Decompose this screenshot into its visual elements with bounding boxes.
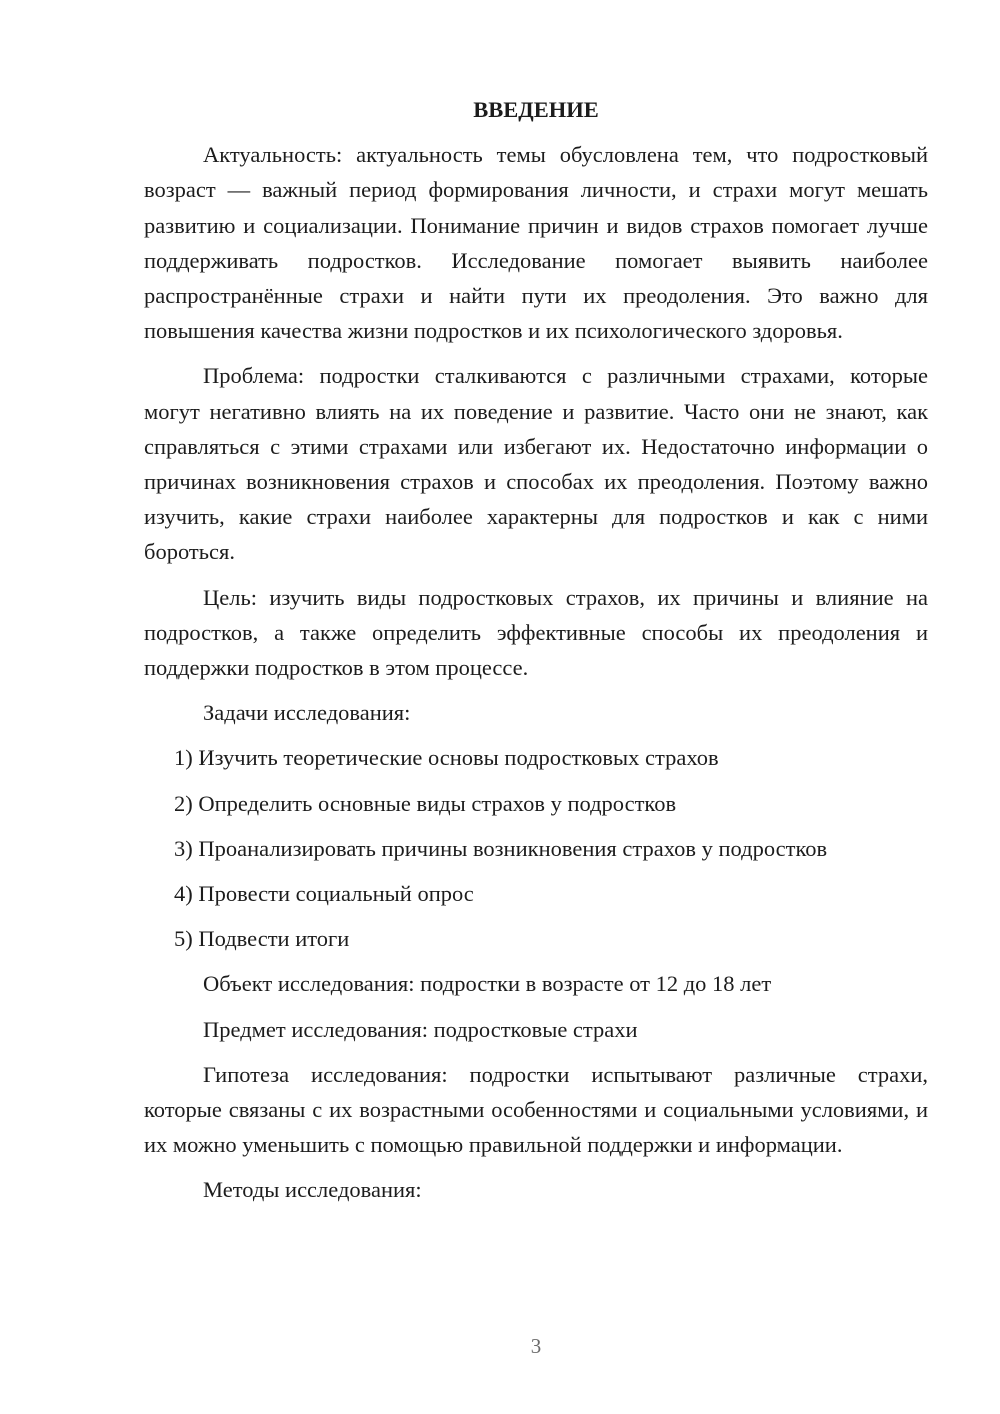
object-line: Объект исследования: подростки в возрасте от 12 до 18 лет — [203, 971, 772, 997]
tasks-heading: Задачи исследования: — [203, 700, 411, 726]
goal-paragraph: Цель: изучить виды подростковых страхов, их причины и влияние на подростков, а также определить эффективные способы их преодоления и поддержки подростков в этом процессе. — [144, 584, 928, 681]
problem-paragraph: Проблема: подростки сталкиваются с различными страхами, которые могут негативно влиять на их поведение и развитие. Часто они не знают, как справляться с этими страхами или избегают их. Недостаточно информации о причинах возникновения страхов и способах их преодоления. Поэтому важно изучить, какие страхи наиболее характерны для подростков и как с ними бороться. — [144, 363, 928, 565]
hypothesis-paragraph: Гипотеза исследования: подростки испытывают различные страхи, которые связаны с их возрастными особенностями и социальными условиями, и их можно уменьшить с помощью правильной поддержки и информации. — [144, 1061, 928, 1158]
task-item: 5) Подвести итоги — [174, 926, 350, 952]
task-item: 4) Провести социальный опрос — [174, 881, 474, 907]
task-item: 2) Определить основные виды страхов у подростков — [174, 790, 677, 816]
relevance-paragraph: Актуальность: актуальность темы обусловлена тем, что подростковый возраст — важный период формирования личности, и страхи могут мешать развитию и социализации. Понимание причин и видов страхов помогает лучше поддерживать подростков. Исследование помогает выявить наиболее распространённые страхи и найти пути их преодоления. Это важно для повышения качества жизни подростков и их психологического здоровья. — [144, 142, 928, 344]
task-item: 1) Изучить теоретические основы подростковых страхов — [174, 745, 719, 771]
subject-line: Предмет исследования: подростковые страхи — [203, 1016, 638, 1042]
tasks-list — [144, 740, 928, 956]
page-content — [144, 92, 928, 1218]
section-heading: ВВЕДЕНИЕ — [473, 97, 599, 122]
task-item: 3) Проанализировать причины возникновения страхов у подростков — [174, 835, 828, 861]
methods-heading: Методы исследования: — [203, 1177, 422, 1203]
page-number: 3 — [530, 1334, 542, 1358]
